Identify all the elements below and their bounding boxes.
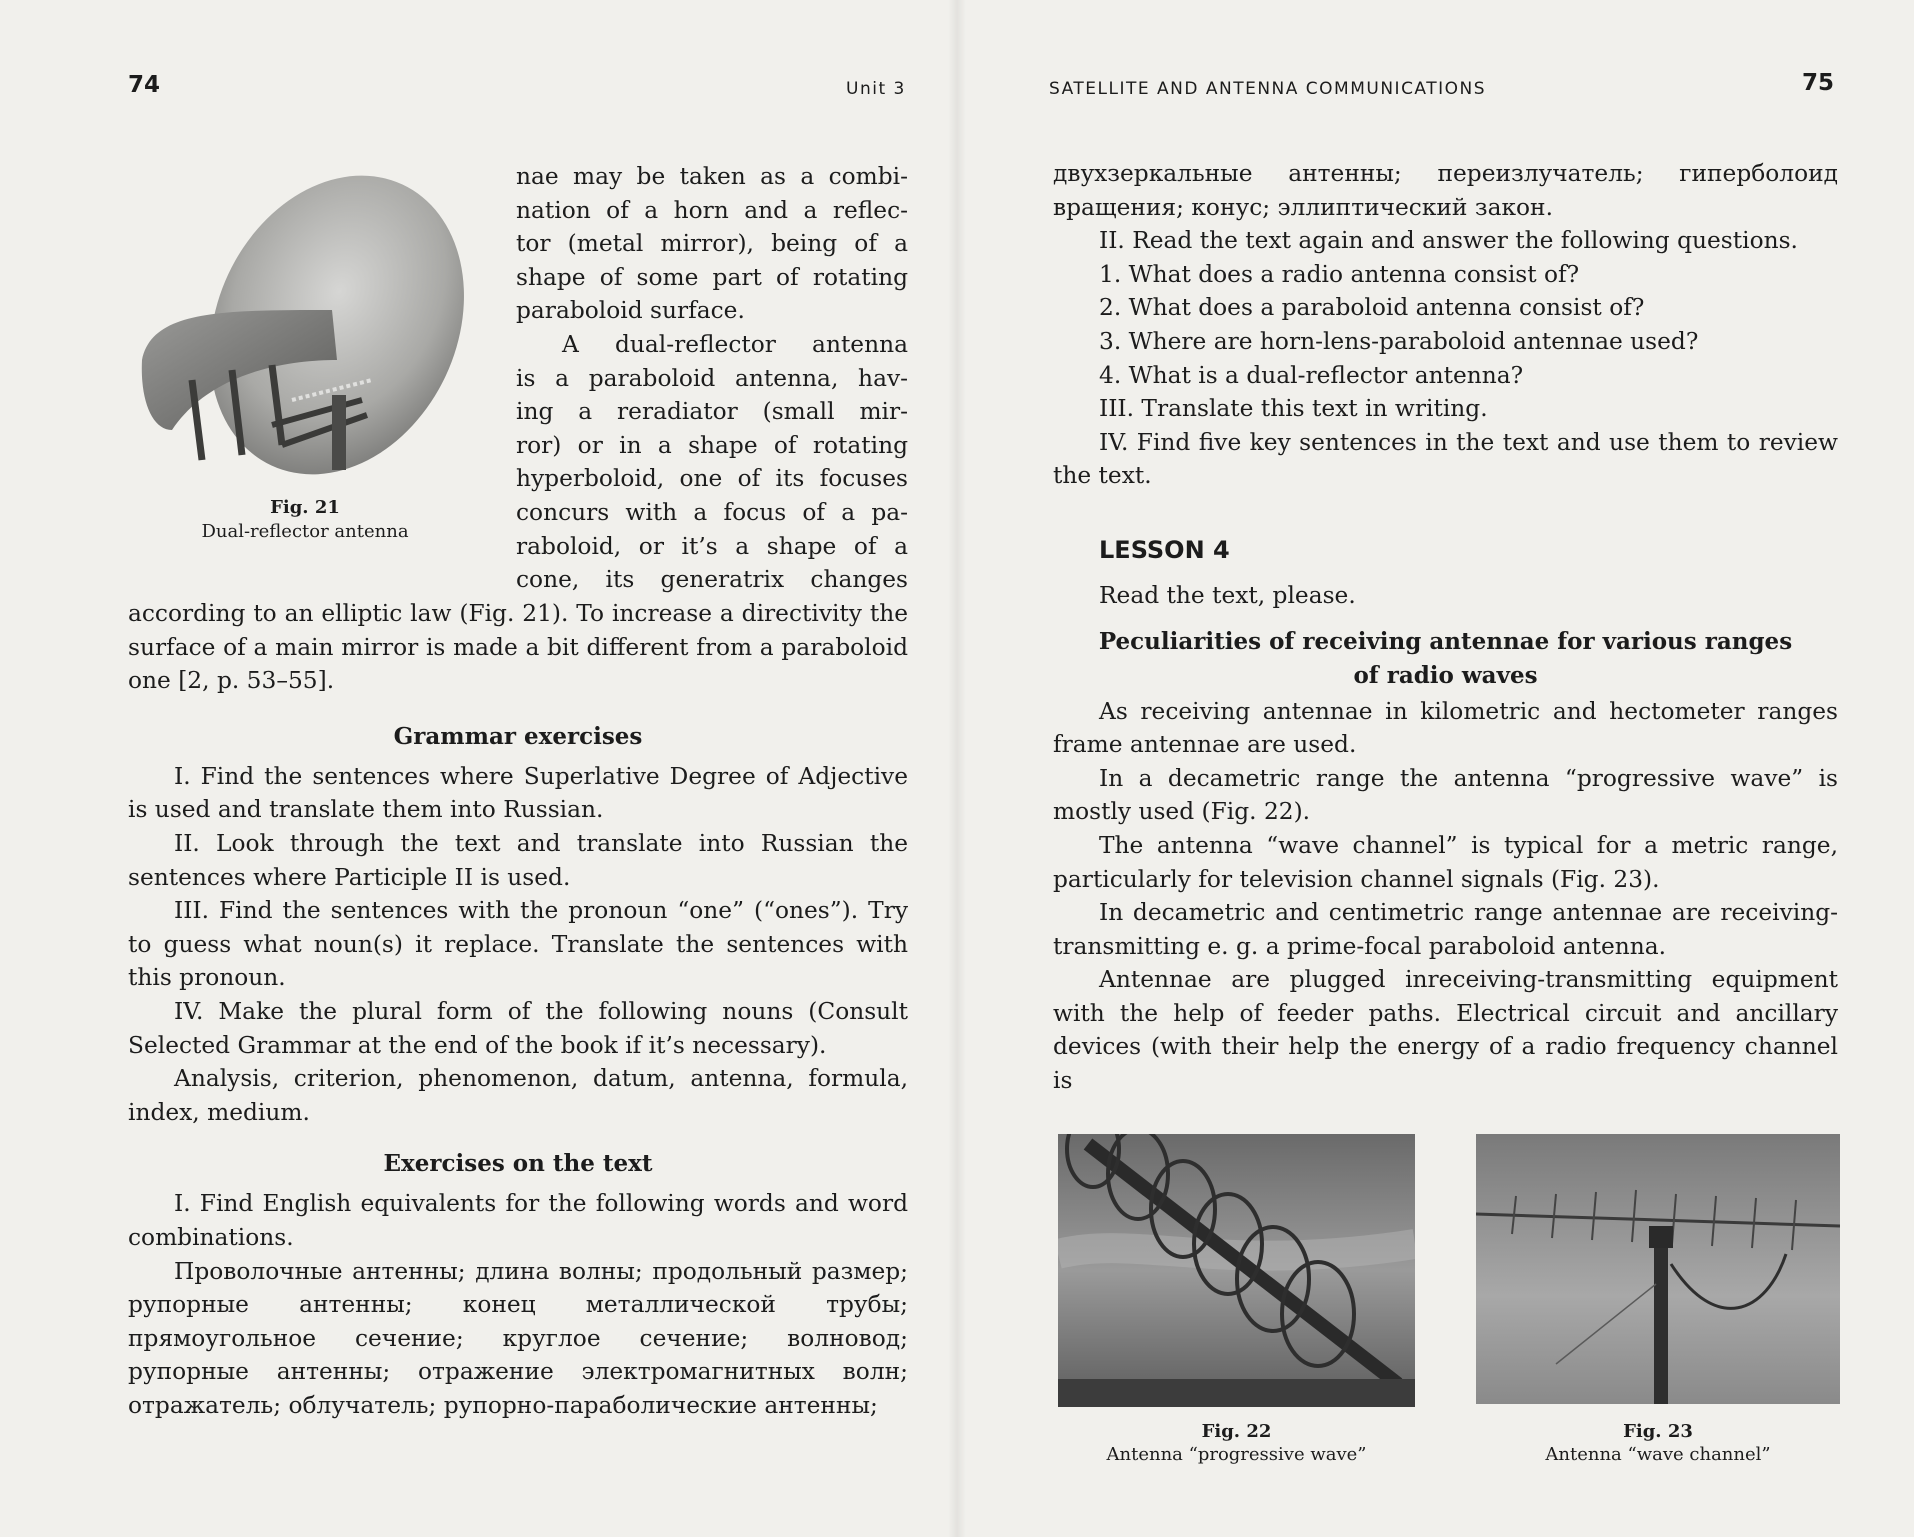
exercise-item-1: I. Find English equivalents for the following words and word combinations. (128, 1190, 908, 1251)
wrap-line: paraboloid surface. (516, 297, 745, 325)
figure-23-label (1476, 1420, 1840, 1444)
lesson-instruction: Read the text, please. (1099, 581, 1356, 609)
grammar-item-1: I. Find the sentences where Superlative Degree of Adjective is used and translate them into Russian. (128, 762, 908, 824)
question-1: 1. What does a radio antenna consist of? (1099, 260, 1580, 288)
grammar-item-4: IV. Make the plural form of the following nouns (Consult Selected Grammar at the end of the book if it’s necessary). (128, 997, 908, 1059)
heading-grammar-exercises: Grammar exercises (393, 722, 643, 750)
body-paragraph-5: Antennae are plugged inreceiving-transmitting equipment with the help of feeder paths. Electrical circuit and ancillary devices (with their help the energy of a radio frequency channel is (1053, 966, 1838, 1095)
grammar-item-3: III. Find the sentences with the pronoun “one” (“ones”). Try to guess what noun(s) it replace. Translate the sentences with this pronoun. (128, 897, 908, 992)
wrap-line: tor (metal mirror), being of a (516, 230, 908, 258)
exercise-item-3: III. Translate this text in writing. (1099, 395, 1488, 423)
figure-22-label (1058, 1420, 1415, 1444)
russian-terms: Проволочные антенны; длина волны; продольный размер; рупорные антенны; конец металлической трубы; прямоугольное сечение; круглое сечение; волновод; рупорные антенны; отражение электромагнитных волн; отражатель; облучатель; рупорно-параболические антенны; (128, 1257, 908, 1419)
exercise-item-2: II. Read the text again and answer the following questions. (1099, 227, 1798, 255)
page-number-left: 74 (128, 72, 161, 98)
wrap-line: concurs with a focus of a pa- (516, 498, 908, 526)
wrap-text-block (516, 160, 908, 597)
figure-22-image (1058, 1134, 1415, 1407)
running-head-right: SATELLITE AND ANTENNA COMMUNICATIONS (1049, 79, 1487, 99)
wrap-line: raboloid, or it’s a shape of a (516, 532, 908, 560)
wrap-line: A dual-reflector antenna (562, 330, 908, 358)
body-paragraph-2: In a decametric range the antenna “progressive wave” is mostly used (Fig. 22). (1053, 764, 1838, 826)
text-title-line-1: Peculiarities of receiving antennae for various ranges (1098, 627, 1793, 655)
exercise-item-4: IV. Find five key sentences in the text and use them to review the text. (1053, 428, 1838, 490)
figure-22-label-text: Fig. 22 (1201, 1421, 1272, 1442)
page-number-right: 75 (1802, 70, 1835, 96)
question-2: 2. What does a paraboloid antenna consist of? (1099, 294, 1645, 322)
figure-21-caption: Dual-reflector antenna (201, 521, 409, 542)
lesson-title: LESSON 4 (1099, 535, 1230, 564)
wrap-line: is a paraboloid antenna, hav- (516, 364, 908, 392)
body-paragraph-4: In decametric and centimetric range antennae are receiving-transmitting e. g. a prime-focal paraboloid antenna. (1053, 899, 1838, 960)
wrap-line: ror) or in a shape of rotating (516, 431, 908, 459)
running-head-left: Unit 3 (846, 79, 906, 99)
right-page (957, 0, 1914, 1537)
text-title-line-2: of radio waves (1353, 661, 1538, 689)
figure-23-label-text: Fig. 23 (1623, 1421, 1693, 1442)
body-paragraph-3: The antenna “wave channel” is typical for a metric range, particularly for television channel signals (Fig. 23). (1053, 831, 1838, 893)
question-3: 3. Where are horn-lens-paraboloid antennae used? (1099, 327, 1699, 355)
grammar-item-2: II. Look through the text and translate into Russian the sentences where Participle II is used. (128, 829, 908, 891)
wrap-line: shape of some part of rotating (516, 263, 908, 291)
figure-21-image (132, 160, 487, 495)
grammar-nouns-list: Analysis, criterion, phenomenon, datum, antenna, formula, index, medium. (128, 1065, 908, 1126)
left-column (128, 597, 908, 1422)
wrap-line: nation of a horn and a reflec- (516, 196, 908, 224)
figure-21-label (170, 496, 440, 520)
figure-23-caption: Antenna “wave channel” (1545, 1444, 1771, 1465)
right-column-top (1053, 157, 1838, 1098)
heading-exercises-on-text: Exercises on the text (383, 1150, 653, 1178)
figure-23-image (1476, 1134, 1840, 1404)
wrap-line: cone, its generatrix changes (516, 566, 908, 594)
russian-terms-continued: двухзеркальные антенны; переизлучатель; гиперболоид вращения; конус; эллиптический закон. (1053, 160, 1838, 221)
question-4: 4. What is a dual-reflector antenna? (1099, 361, 1524, 389)
body-paragraph-1: As receiving antennae in kilometric and hectometer ranges frame antennae are used. (1053, 697, 1838, 759)
figure-22-caption: Antenna “progressive wave” (1106, 1444, 1367, 1465)
figure-21-label-text: Fig. 21 (270, 497, 340, 518)
wrap-line: ing a reradiator (small mir- (516, 398, 908, 426)
wrap-line: nae may be taken as a combi- (516, 163, 908, 190)
wrap-line: hyperboloid, one of its focuses (516, 465, 908, 493)
paragraph-continuation: according to an elliptic law (Fig. 21). To increase a directivity the surface of a main mirror is made a bit different from a paraboloid one [2, p. 53–55]. (128, 600, 908, 695)
